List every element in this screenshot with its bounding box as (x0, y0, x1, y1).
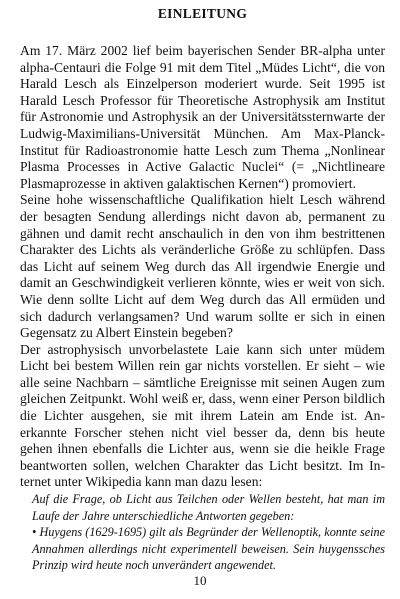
chapter-heading: EINLEITUNG (157, 6, 248, 21)
quote-huygens: • Huygens (1629-1695) gilt als Begründer der Wellenoptik, konnte seine Annahmen allerdings nicht experimentell beweisen. Sein huygenssches Prinzip wird heute noch unverändert angewendet. (32, 525, 385, 573)
paragraph-layman: Der astrophysisch unvorbelastete Laie kann sich unter müdem Licht bei bestem Willen rein gar nichts vorstellen. Er sieht – wie alle seine Nachbarn – sämtliche Ereignisse mit seinen Augen zum gleichen Zeitpunkt. Wohl weiß er, dass, wenn einer Person bildlich die Lichter ausgehen, sie mit ihrem Latein am Ende ist. Anerkannte Forscher stehen nicht viel besser da, denn bis heute gehen ihnen ebenfalls die Lichter aus, wenn sie die heikle Frage beantworten sollen, welchen Charakter das Licht besitzt. Im Internet unter Wikipedia kann man dazu lesen: (20, 341, 385, 490)
page-number: 10 (193, 573, 207, 588)
quote-wikipedia-intro: Auf die Frage, ob Licht aus Teilchen oder Wellen besteht, hat man im Laufe der Jahre unterschiedliche Antworten gegeben: (32, 492, 385, 523)
paragraph-intro: Am 17. März 2002 lief beim bayerischen Sender BR-alpha unter alpha-Centauri die Folge 91 mit dem Titel „Müdes Licht“, die von Harald Lesch als Einzelperson moderiert wurde. Seit 1995 ist Harald Lesch Professor für Theoretische Astrophysik am Institut für Astronomie und Astrophysik an der Universitätssternwarte der Ludwig-Maximilians-Universität München. Am Max-Planck-Institut für Radioastronomie hatte Lesch zum Thema „Nonlinear Plasma Processes in Active Galactic Nuclei“ (= „Nichtlineare Plasmaprozesse in aktiven galaktischen Kernen“) promoviert. (20, 43, 385, 191)
page-body (20, 6, 385, 574)
paragraph-lesch-qualification: Seine hohe wissenschaftliche Qualifikation hielt Lesch während der besagten Sendung allerdings nicht davon ab, permanent zu gähnen und damit recht anschaulich in den von ihm bestrittenen Charakter des Lichts als veränderliche Größe zu schlüpfen. Dass das Licht auf seinem Weg durch das All irgendwie Energie und damit an Geschwindigkeit verlieren könnte, wies er weit von sich. Wie denn sollte Licht auf dem Weg durch das All ermüden und sich dadurch verlangsamen? Und warum sollte er sich in einen Gegensatz zu Albert Einstein begeben? (20, 192, 385, 341)
